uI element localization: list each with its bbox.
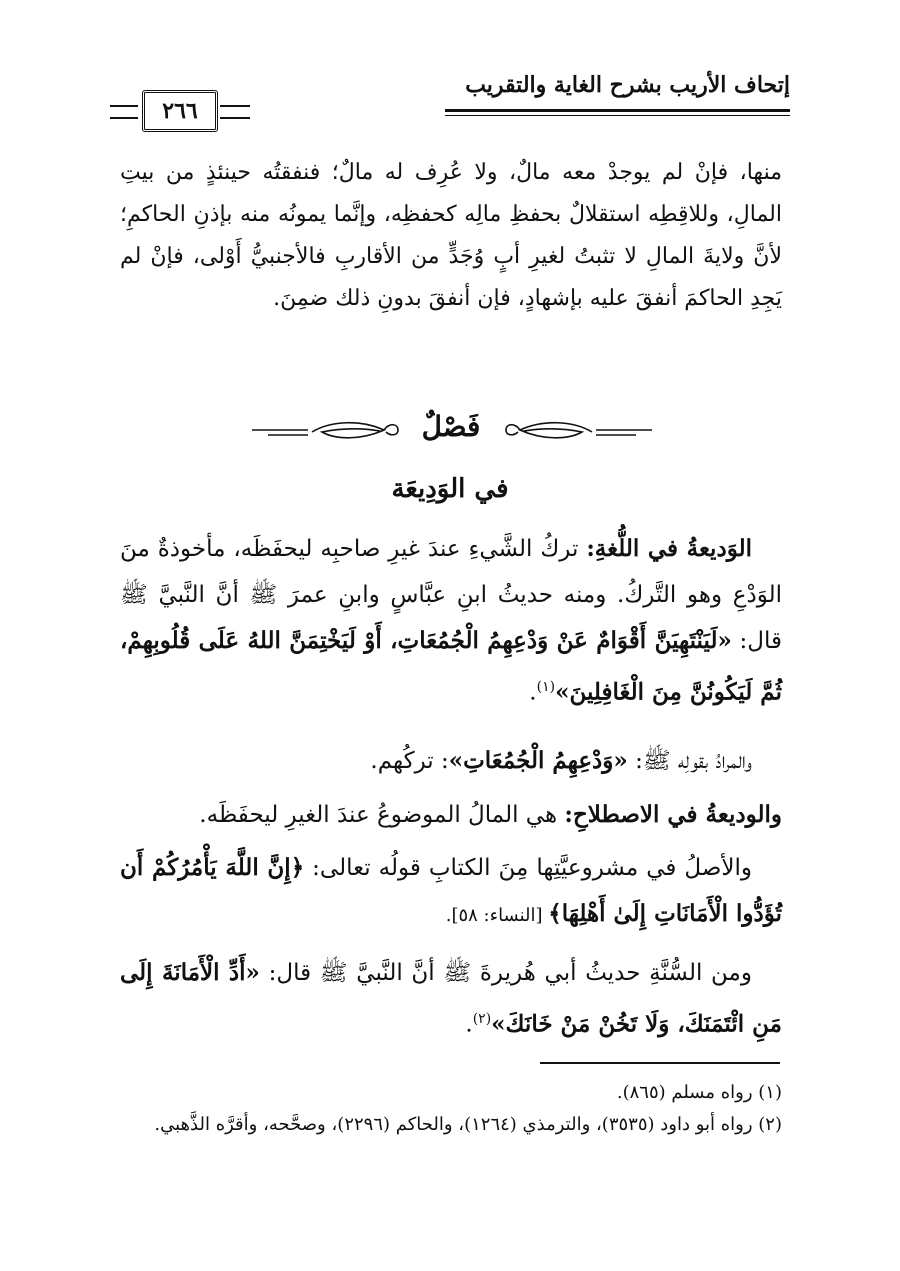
meaning-post: : تركُهم.	[370, 748, 449, 774]
quran-pre: والأصلُ في مشروعيَّتِها مِنَ الكتابِ قولُه تعالى:	[304, 855, 752, 881]
sunnah-pre: ومن السُّنَّةِ حديثُ أبي هُريرةَ ﷺ أنَّ النَّبيَّ ﷺ قال:	[259, 960, 752, 986]
term-language: الوَديعةُ في اللُّغةِ:	[586, 535, 752, 562]
meaning-pre: والمرادُ بقولِه ﷺ:	[627, 748, 752, 774]
term-technical: والوديعةُ في الاصطلاحِ:	[564, 801, 782, 828]
sunnah-end: .	[465, 1011, 473, 1038]
footnote-2: (٢) رواه أبو داود (٣٥٣٥)، والترمذي (١٢٦٤)، والحاكم (٢٢٩٦)، وصحَّحه، وأقرَّه الذَّهبي.	[154, 1114, 782, 1135]
meaning-line	[120, 738, 782, 784]
ornament-right	[502, 418, 652, 444]
section-subheading: في الوَدِيعَة	[391, 474, 509, 504]
definition-language	[120, 526, 782, 716]
quran-paragraph	[120, 845, 782, 939]
header-rule	[445, 109, 790, 112]
sunnah-paragraph	[120, 950, 782, 1048]
running-title: إتحاف الأريب بشرح الغاية والتقريب	[465, 72, 790, 98]
meaning-quote: «وَدْعِهِمُ الْجُمُعَاتِ»	[448, 747, 628, 774]
hadith-1: «لَيَنْتَهِيَنَّ أَقْوَامٌ عَنْ وَدْعِهِمُ الْجُمُعَاتِ، أَوْ لَيَخْتِمَنَّ اللهُ عَلَى قُلُوبِهِمْ، ثُمَّ لَيَكُونُنَّ مِنَ الْغَافِلِينَ»	[120, 627, 782, 706]
quran-ref: [النساء: ٥٨].	[445, 905, 549, 926]
footnote-marker-2: (٢)	[472, 1011, 492, 1027]
definition-term-text: هي المالُ الموضوعُ عندَ الغيرِ ليحفَظَه.	[199, 802, 565, 828]
footnote-1: (١) رواه مسلم (٨٦٥).	[616, 1082, 782, 1103]
fasl-heading: فَصْلٌ	[421, 410, 481, 443]
intro-paragraph: منها، فإنْ لم يوجدْ معه مالٌ، ولا عُرِف له مالٌ؛ فنفقتُه حينئذٍ من بيتِ المالِ، وللاقِطِه استقلالٌ بحفظِ مالِه كحفظِه، وإنَّما يمونُه منه بإذنِ الحاكمِ؛ لأنَّ ولايةَ المالِ لا تثبتُ لغيرِ أبٍ وُجَدٍّ من الأقاربِ فالأجنبيُّ أَوْلى، فإنْ لم يَجِدِ الحاكمَ أنفقَ عليه بإشهادٍ، فإن أنفقَ بدونِ ذلك ضمِنَ.	[120, 160, 782, 311]
footnote-rule	[540, 1062, 780, 1064]
footnote-marker-1: (١)	[536, 679, 556, 695]
header-double-rule-right	[220, 105, 250, 119]
definition-language-text: تركُ الشَّيءِ عندَ غيرِ صاحبِه ليحفَظَه، مأخوذةٌ منَ الوَدْعِ وهو التَّركُ. ومنه حديثُ ابنِ عبَّاسٍ وابنِ عمرَ ﷺ أنَّ النَّبيَّ ﷺ قال:	[120, 536, 782, 654]
ornament-left	[252, 418, 402, 444]
quran-verse: ﴿إِنَّ اللَّهَ يَأْمُرُكُمْ أَن تُؤَدُّوا الْأَمَانَاتِ إِلَىٰ أَهْلِهَا﴾	[120, 854, 782, 927]
page-header	[110, 64, 790, 134]
header-double-rule-left	[110, 105, 138, 119]
header-rule-thin	[445, 115, 790, 116]
definition-term-line	[120, 792, 782, 838]
page-number: ٢٦٦	[142, 90, 218, 132]
section-divider	[252, 410, 652, 454]
definition-language-end: .	[529, 679, 537, 706]
hadith-2: «أَدِّ الْأَمَانَةَ إِلَى مَنِ ائْتَمَنَكَ، وَلَا تَخُنْ مَنْ خَانَكَ»	[120, 959, 782, 1038]
